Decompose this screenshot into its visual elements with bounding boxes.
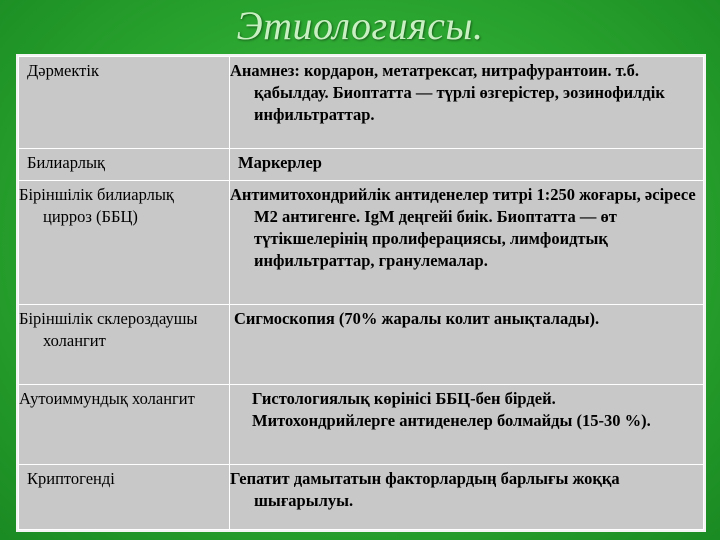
table-row [19, 57, 704, 149]
row-label-biliary: Билиарлық [19, 149, 230, 181]
row-label-cryptogenic: Криптогенді [19, 465, 230, 530]
row-label-psc: Біріншілік склероздаушы холангит [19, 305, 230, 385]
etiology-table-grid [18, 56, 704, 530]
table-row [19, 305, 704, 385]
table-row [19, 465, 704, 530]
row-desc-cryptogenic: Гепатит дамытатын факторлардың барлығы жоққа шығарылуы. [230, 465, 704, 530]
row-label-pbc: Біріншілік билиарлық цирроз (ББЦ) [19, 181, 230, 305]
row-label-autoimmune: Аутоиммундық холангит [19, 385, 230, 465]
table-row [19, 149, 704, 181]
table-row [19, 385, 704, 465]
table-row [19, 181, 704, 305]
row-label-drug: Дәрмектік [19, 57, 230, 149]
slide-title: Этиологиясы. [236, 3, 484, 48]
row-desc-pbc: Антимитохондрийлік антиденелер титрі 1:250 жоғары, әсіресе М2 антигенге. IgM деңгейі биік. Биоптатта — өт түтікшелерінің пролиферациясы, лимфоидтық инфильтраттар, гранулемалар. [230, 181, 704, 305]
row-desc-psc: Сигмоскопия (70% жаралы колит анықталады). [230, 305, 704, 385]
row-desc-drug: Анамнез: кордарон, метатрексат, нитрафурантоин. т.б. қабылдау. Биоптатта — түрлі өзгерістер, эозинофилдік инфильтраттар. [230, 57, 704, 149]
row-desc-biliary: Маркерлер [230, 149, 704, 181]
etiology-table [16, 54, 706, 532]
row-desc-autoimmune: Гистологиялық көрінісі ББЦ-бен бірдей. Митохондрийлерге антиденелер болмайды (15-30 %). [230, 385, 704, 465]
